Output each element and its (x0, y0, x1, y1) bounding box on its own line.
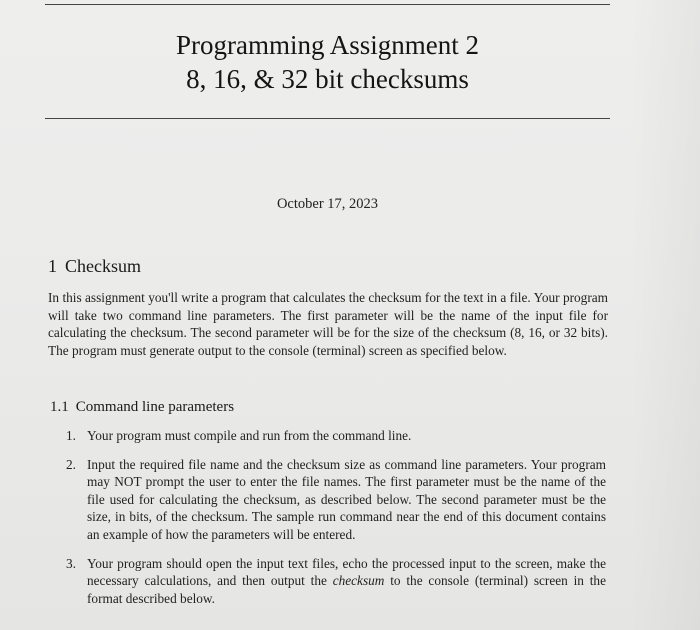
section-number: 1 (48, 256, 57, 276)
title-line-2: 8, 16, & 32 bit checksums (186, 64, 469, 94)
title-rule (45, 118, 610, 119)
section-paragraph: In this assignment you'll write a program that calculates the checksum for the text in a file. Your program will take two command line parameters. The first parameter will be the name of the input file for calculating the checksum. The second parameter will be for the size of the checksum (8, 16, or 32 bits). The program must generate output to the console (terminal) screen as specified below. (48, 290, 608, 358)
list-item-text-start: Your program should open the input text files, echo the processed input to the screen, make the necessary calculations, and then output the (87, 555, 606, 589)
list-item (66, 555, 606, 608)
subsection-number: 1.1 (50, 399, 69, 415)
list-item (66, 427, 606, 445)
list-item-text-end: to the console (terminal) screen in the format described below. (87, 573, 606, 606)
list-item-text (87, 556, 606, 606)
list-item (66, 456, 606, 544)
subsection-heading (50, 399, 234, 416)
list-item-text: Your program must compile and run from the command line. (87, 428, 412, 443)
top-rule (45, 4, 610, 5)
requirements-list (66, 427, 606, 607)
section-title: Checksum (65, 256, 141, 276)
document-title (0, 28, 655, 96)
list-item-number: 3. (66, 555, 76, 571)
checksum-emphasis: checksum (332, 573, 385, 589)
subsection-title: Command line parameters (75, 399, 235, 415)
section-heading (48, 256, 141, 277)
document-date: October 17, 2023 (276, 196, 379, 212)
list-item-text: Input the required file name and the checksum size as command line parameters. Your program may NOT prompt the user to enter the file names. The first parameter must be the name of the file used for calculating the checksum, as described below. The second parameter must be the size, in bits, of the checksum. The sample run command near the end of this document contains an example of how the parameters will be entered. (87, 456, 606, 542)
title-line-1: Programming Assignment 2 (176, 30, 479, 60)
list-item-number: 1. (66, 428, 76, 443)
list-item-number: 2. (66, 456, 76, 472)
